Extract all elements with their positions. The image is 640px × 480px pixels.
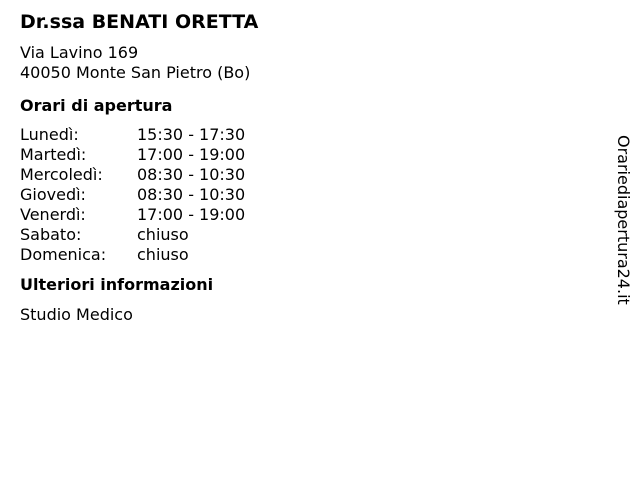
time-value: 17:00 - 19:00 [137, 145, 246, 164]
day-label: Martedì: [20, 145, 87, 164]
day-label: Venerdì: [20, 205, 86, 224]
time-value: chiuso [137, 245, 189, 264]
hours-row-sunday [20, 245, 580, 265]
day-label: Mercoledì: [20, 165, 103, 184]
day-label: Giovedì: [20, 185, 86, 204]
hours-row-thursday [20, 185, 580, 205]
time-value: 17:00 - 19:00 [137, 205, 246, 224]
time-value: chiuso [137, 225, 189, 244]
address-city: 40050 Monte San Pietro (Bo) [20, 63, 251, 82]
hours-row-friday [20, 205, 580, 225]
day-label: Lunedì: [20, 125, 79, 144]
address-street: Via Lavino 169 [20, 43, 139, 62]
address [20, 43, 580, 83]
opening-hours-table [20, 125, 580, 265]
additional-info-heading: Ulteriori informazioni [20, 275, 214, 294]
hours-row-wednesday [20, 165, 580, 185]
hours-row-monday [20, 125, 580, 145]
site-watermark: Orariediapertura24.it [614, 135, 633, 305]
time-value: 08:30 - 10:30 [137, 165, 246, 184]
additional-info-text: Studio Medico [20, 305, 133, 324]
business-card [20, 10, 580, 325]
opening-hours-heading: Orari di apertura [20, 96, 173, 115]
hours-row-saturday [20, 225, 580, 245]
business-name: Dr.ssa BENATI ORETTA [20, 11, 259, 33]
day-label: Sabato: [20, 225, 82, 244]
hours-row-tuesday [20, 145, 580, 165]
day-label: Domenica: [20, 245, 107, 264]
time-value: 08:30 - 10:30 [137, 185, 246, 204]
time-value: 15:30 - 17:30 [137, 125, 246, 144]
